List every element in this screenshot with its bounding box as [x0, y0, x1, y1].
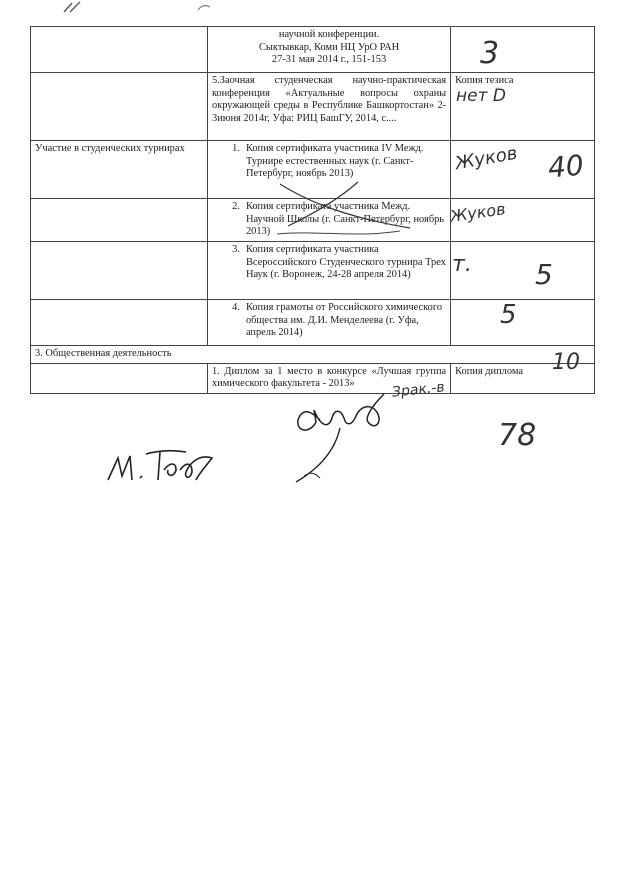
table-cell-empty — [448, 199, 595, 242]
section-label-social: 3. Общественная деятельность — [31, 346, 595, 364]
publication-line: Сыктывкар, Коми НЦ УрО РАН — [259, 41, 400, 53]
handwritten-note: т. — [452, 252, 472, 277]
publication-line: научной конференции. — [278, 29, 380, 40]
item-text: Копия сертификата участника Всероссийского Студенческого турнира Трех Наук (г. Воронеж, 24-28 апреля 2014) — [245, 244, 446, 281]
item-number: 4. — [232, 302, 240, 314]
diploma-cell: 1. Диплом за 1 место в конкурсе «Лучшая группа химического факультета - 2013» — [207, 363, 450, 393]
list-item — [207, 242, 450, 300]
handwritten-score: 40 — [546, 148, 586, 185]
signature — [280, 380, 420, 490]
handwritten-note: нет D — [456, 86, 506, 106]
table-cell-empty — [31, 27, 208, 73]
item-text: Копия сертификата участника Межд. Научной Школы (г. Санкт-Петербург, ноябрь 2013) — [245, 201, 445, 238]
pen-mark — [195, 1, 215, 13]
table-cell-empty — [451, 141, 595, 199]
item-text: Копия сертификата участника IV Межд. Турнире естественных наук (г. Санкт-Петербург, ноябрь 2013) — [245, 143, 424, 180]
publication-line: 27-31 мая 2014 г., 151-153 — [271, 54, 387, 66]
handwritten-score: 5 — [500, 300, 517, 330]
handwritten-score: 5 — [535, 258, 553, 291]
table-row — [31, 242, 595, 300]
table-cell-empty — [31, 363, 208, 393]
evidence-cell: Копия тезиса — [451, 73, 595, 141]
section-label-tournaments: Участие в студенческих турнирах — [31, 141, 208, 199]
handwritten-note: Жуков — [448, 199, 507, 226]
item-number: 1. — [232, 143, 240, 154]
table-cell-empty — [31, 199, 208, 242]
table-cell-empty — [451, 27, 595, 73]
signature — [100, 440, 230, 500]
item-number: 2. — [232, 201, 240, 212]
underline-mark — [275, 222, 405, 242]
table-row — [31, 346, 595, 364]
table-row — [31, 300, 595, 346]
table-cell-empty — [31, 300, 208, 346]
item-number: 3. — [232, 244, 240, 256]
table-cell-empty — [451, 300, 595, 346]
evidence-cell: Копия диплома — [451, 363, 595, 393]
handwritten-score: 10 — [552, 350, 580, 375]
list-item — [207, 300, 450, 346]
handwritten-note: Зрак.-в — [391, 379, 446, 401]
publication-cell — [207, 27, 450, 73]
handwritten-note: Жуков — [453, 142, 519, 175]
handwritten-total: 78 — [498, 418, 537, 453]
handwritten-score: 3 — [480, 36, 500, 71]
table-cell-empty — [31, 242, 208, 300]
table-cell-empty — [31, 73, 208, 141]
pen-mark — [60, 0, 90, 16]
conference-cell: 5.Заочная студенческая научно-практическая конференция «Актуальные вопросы охраны окружающей среды в Республике Башкортостан» 2-3июня 2014г, Уфа: РИЦ БашГУ, 2014, с.... — [207, 73, 450, 141]
item-text: Копия грамоты от Российского химического общества им. Д.И. Менделеева (г. Уфа, апрель 2014) — [245, 302, 443, 339]
table-cell-empty — [451, 242, 595, 300]
table-row — [31, 73, 595, 141]
table-row — [31, 27, 595, 73]
